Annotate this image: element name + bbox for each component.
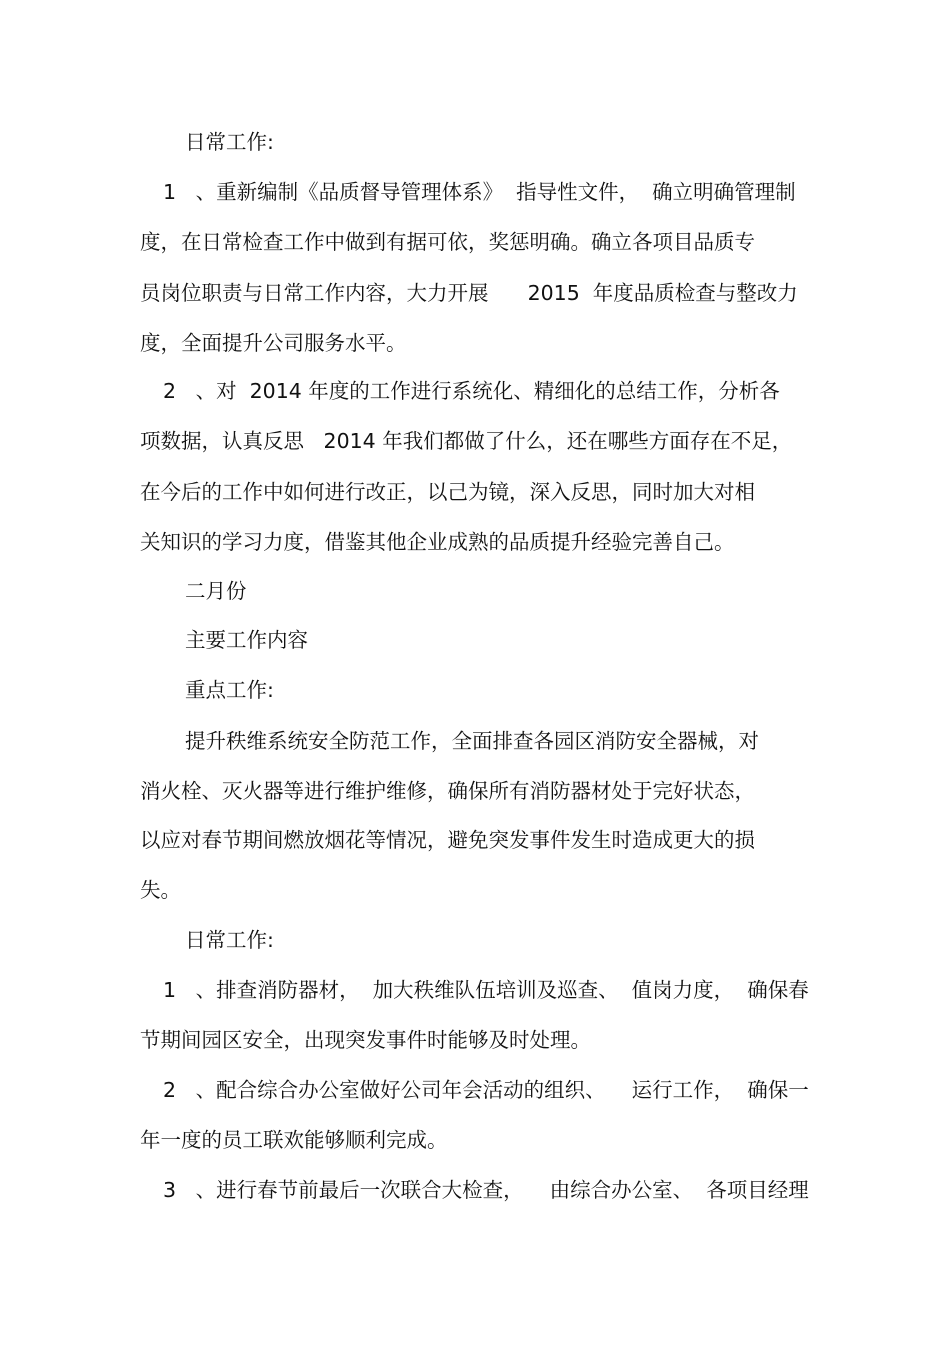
heading-main-work: 主要工作内容	[185, 628, 308, 652]
item-2-line-3: 在今后的工作中如何进行改正，以己为镜，深入反思，同时加大对相	[140, 480, 755, 504]
heading-key-work: 重点工作:	[185, 678, 274, 702]
key-work-line-2: 消火栓、灭火器等进行维护维修，确保所有消防器材处于完好状态，	[140, 779, 755, 803]
daily-item-1-line-2: 节期间园区安全，出现突发事件时能够及时处理。	[140, 1028, 591, 1052]
item-1-line-3: 员岗位职责与日常工作内容，大力开展 2015 年度品质检查与整改力	[140, 281, 798, 305]
key-work-line-4: 失。	[140, 878, 181, 902]
item-1-line-4: 度，全面提升公司服务水平。	[140, 331, 407, 355]
heading-daily-work-2: 日常工作:	[185, 928, 274, 952]
daily-item-3-line-1: 3 、进行春节前最后一次联合大检查， 由综合办公室、 各项目经理	[163, 1178, 809, 1202]
item-2-line-1: 2 、对 2014 年度的工作进行系统化、精细化的总结工作，分析各	[163, 379, 780, 403]
item-2-line-4: 关知识的学习力度，借鉴其他企业成熟的品质提升经验完善自己。	[140, 530, 735, 554]
heading-february: 二月份	[185, 579, 247, 603]
heading-daily-work: 日常工作:	[185, 130, 274, 154]
daily-item-1-line-1: 1 、排查消防器材， 加大秩维队伍培训及巡查、 值岗力度， 确保春	[163, 978, 809, 1002]
daily-item-2-line-1: 2 、配合综合办公室做好公司年会活动的组织、 运行工作， 确保一	[163, 1078, 809, 1102]
daily-item-2-line-2: 年一度的员工联欢能够顺利完成。	[140, 1128, 448, 1152]
item-2-line-2: 项数据，认真反思 2014 年我们都做了什么，还在哪些方面存在不足，	[140, 429, 793, 453]
item-1-line-1: 1 、重新编制《品质督导管理体系》 指导性文件， 确立明确管理制	[163, 180, 796, 204]
key-work-line-3: 以应对春节期间燃放烟花等情况，避免突发事件发生时造成更大的损	[140, 828, 755, 852]
item-1-line-2: 度，在日常检查工作中做到有据可依，奖惩明确。确立各项目品质专	[140, 230, 755, 254]
key-work-line-1: 提升秩维系统安全防范工作，全面排查各园区消防安全器械，对	[185, 729, 759, 753]
